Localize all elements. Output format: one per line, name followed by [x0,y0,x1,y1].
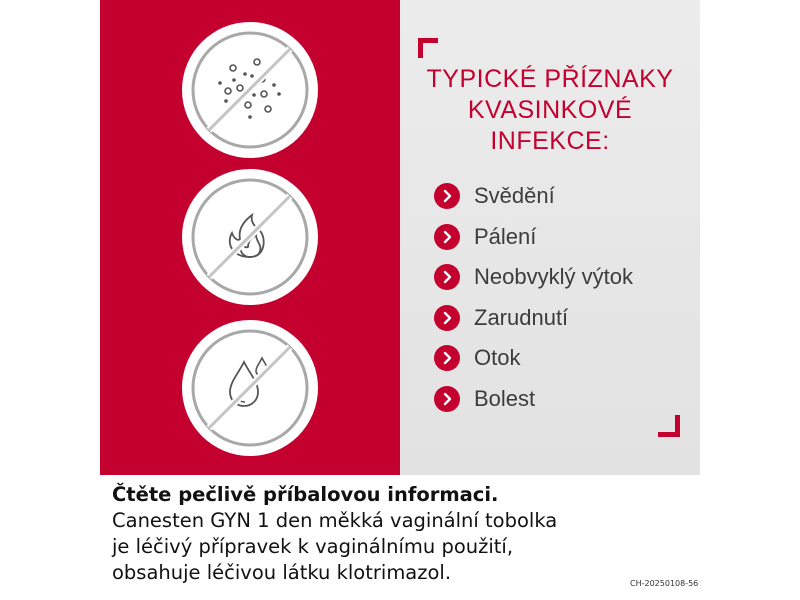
list-item [434,176,633,217]
icons-panel [100,0,400,475]
disclaimer-line: je léčivý přípravek k vaginálnímu použití, [112,535,514,558]
symptom-label: Pálení [474,223,537,249]
symptom-label: Bolest [474,385,536,411]
chevron-right-icon [434,264,460,290]
symptoms-list [434,176,633,419]
list-item [434,338,633,379]
chevron-right-icon [434,305,460,331]
reference-code: CH-20250108-56 [630,579,699,588]
chevron-right-icon [434,224,460,250]
symptoms-heading [400,64,700,157]
symptom-label: Svědění [474,183,555,209]
list-item [434,257,633,298]
list-item [434,298,633,339]
list-item [434,217,633,258]
heading-line-2: KVASINKOVÉ [467,96,633,124]
disclaimer-bold-line: Čtěte pečlivě příbalovou informaci. [112,483,499,506]
disclaimer-text [112,482,672,586]
corner-bracket-bottom-right [658,415,680,437]
chevron-right-icon [434,386,460,412]
symptom-label: Zarudnutí [474,304,569,330]
list-item [434,379,633,420]
no-spores-icon [182,22,318,158]
corner-bracket-top-left [418,38,438,58]
chevron-right-icon [434,345,460,371]
chevron-right-icon [434,183,460,209]
heading-line-3: INFEKCE: [490,127,610,155]
disclaimer-line: Canesten GYN 1 den měkká vaginální tobolka [112,509,558,532]
heading-line-1: TYPICKÉ PŘÍZNAKY [426,65,674,93]
symptoms-banner [100,0,700,475]
symptom-label: Neobvyklý výtok [474,264,633,290]
symptom-label: Otok [474,345,521,371]
disclaimer-line: obsahuje léčivou látku klotrimazol. [112,561,452,584]
no-fire-icon [182,169,318,305]
symptoms-panel [400,0,700,475]
no-drops-icon [182,320,318,456]
